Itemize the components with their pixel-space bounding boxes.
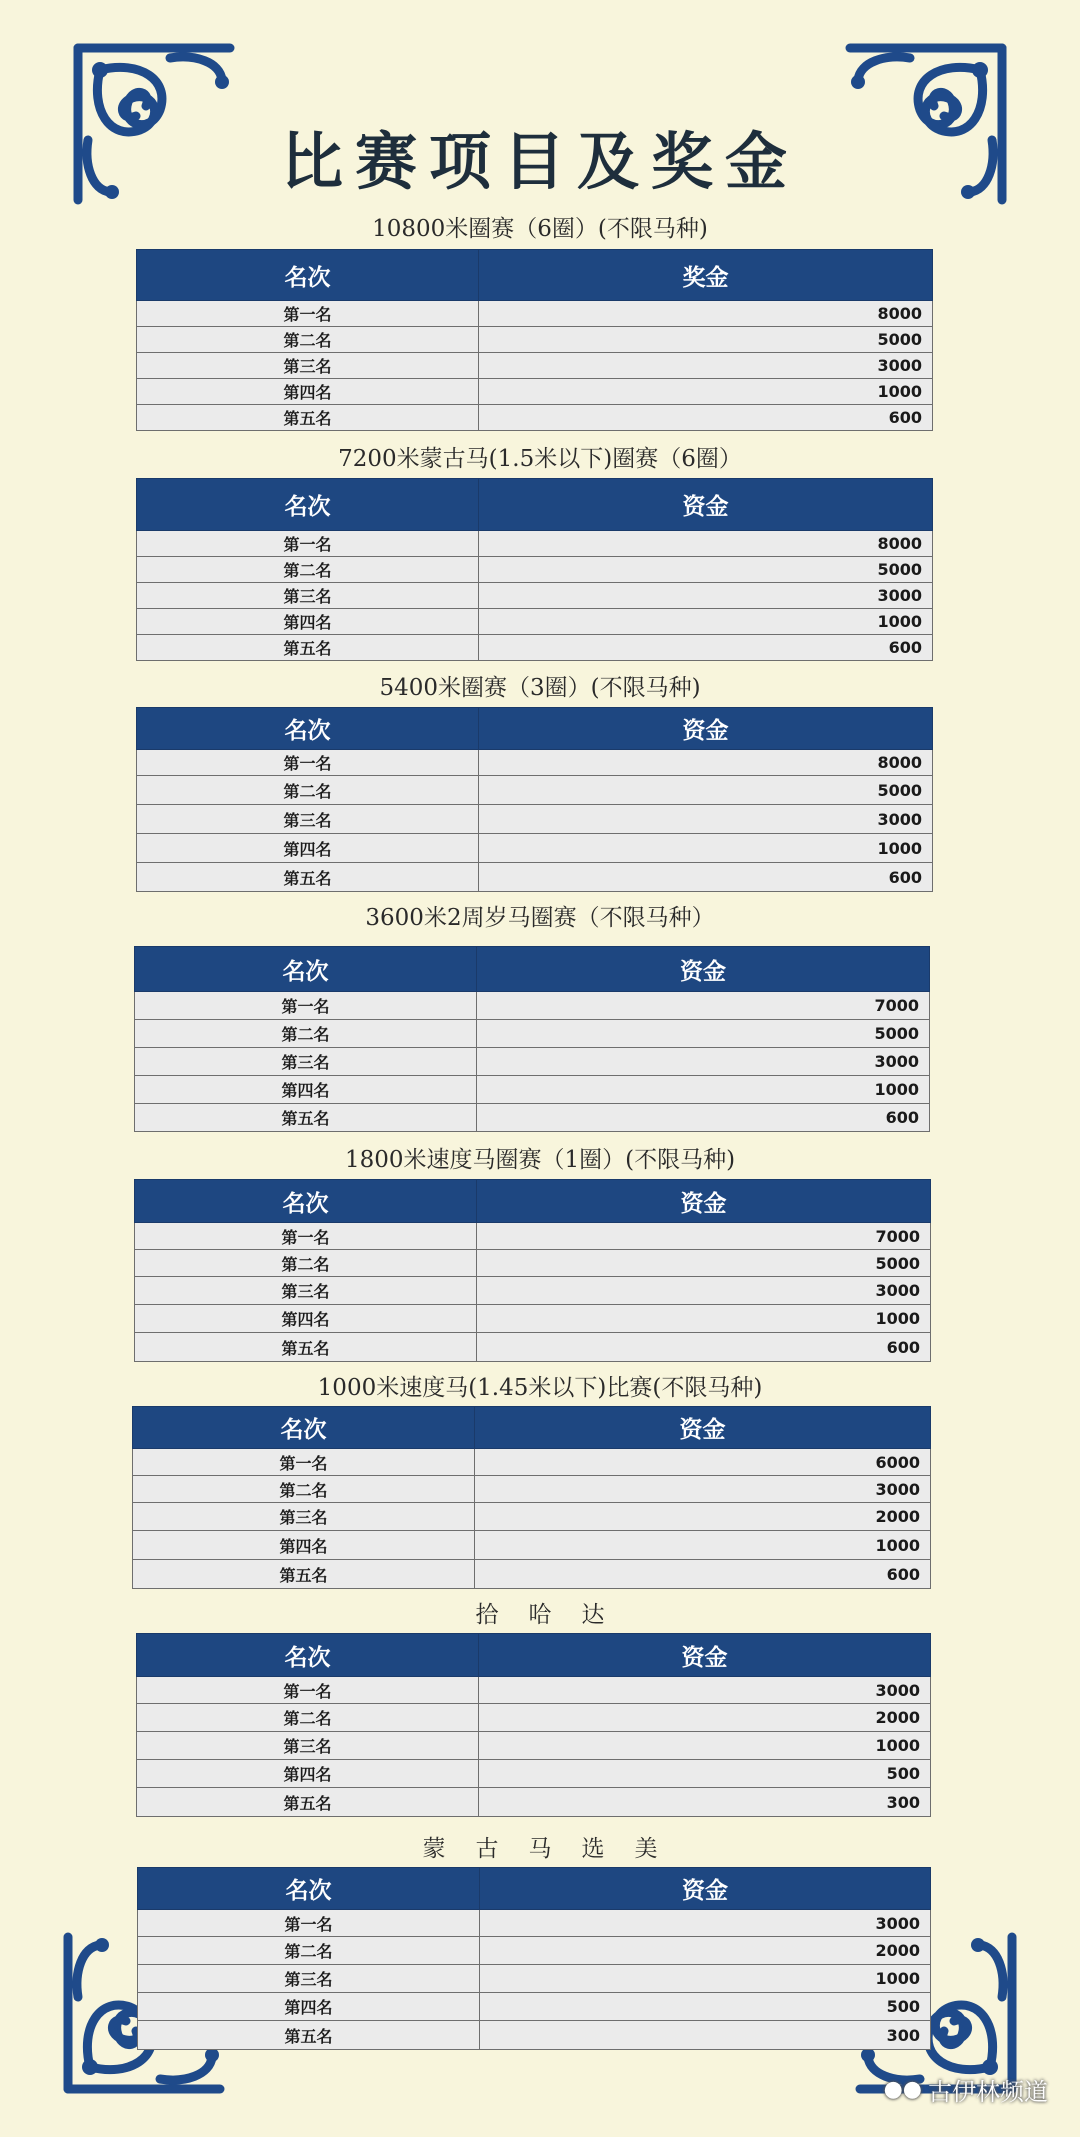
column-header-rank: 名次 [133,1407,475,1449]
table-row [137,531,933,557]
amount-cell: 1000 [477,1305,931,1333]
rank-cell: 第三名 [137,353,479,379]
rank-cell: 第二名 [137,1704,479,1732]
column-header-prize: 资金 [479,1634,931,1677]
table-row [137,1732,931,1760]
table-row [137,863,933,892]
rank-cell: 第一名 [133,1449,475,1476]
table-row [137,1677,931,1704]
amount-cell: 3000 [479,1677,931,1704]
rank-cell: 第一名 [137,301,479,327]
rank-cell: 第一名 [137,1677,479,1704]
rank-cell: 第五名 [137,635,479,661]
rank-cell: 第三名 [137,805,479,834]
column-header-prize: 资金 [479,479,933,531]
rank-cell: 第二名 [135,1020,477,1048]
table-row [137,805,933,834]
column-header-prize: 资金 [475,1407,931,1449]
rank-cell: 第四名 [133,1531,475,1560]
amount-cell: 2000 [479,1704,931,1732]
prize-table [137,1867,931,2050]
amount-cell: 1000 [479,379,933,405]
column-header-rank: 名次 [137,708,479,750]
amount-cell: 5000 [477,1250,931,1277]
table-row [137,834,933,863]
amount-cell: 3000 [479,353,933,379]
rank-cell: 第四名 [137,379,479,405]
amount-cell: 1000 [475,1531,931,1560]
amount-cell: 1000 [480,1965,931,1993]
table-row [133,1560,931,1589]
table-row [138,1993,931,2021]
table-row [137,1760,931,1788]
amount-cell: 600 [479,863,933,892]
rank-cell: 第五名 [137,1788,479,1817]
column-header-prize: 资金 [477,1180,931,1223]
prize-table [136,1633,931,1817]
table-row [137,379,933,405]
rank-cell: 第二名 [135,1250,477,1277]
table-row [137,1704,931,1732]
column-header-rank: 名次 [137,1634,479,1677]
channel-watermark [884,2072,1048,2107]
amount-cell: 600 [477,1333,931,1362]
amount-cell: 5000 [479,327,933,353]
rank-cell: 第四名 [137,834,479,863]
table-row [138,1937,931,1965]
amount-cell: 500 [479,1760,931,1788]
rank-cell: 第一名 [137,750,479,776]
event-title: 1000米速度马(1.45米以下)比赛(不限马种) [317,1375,763,1401]
table-row [135,1020,930,1048]
event-title: 7200米蒙古马(1.5米以下)圈赛（6圈） [338,446,742,472]
column-header-prize: 资金 [480,1868,931,1910]
rank-cell: 第二名 [137,327,479,353]
amount-cell: 300 [480,2021,931,2050]
amount-cell: 1000 [477,1076,930,1104]
rank-cell: 第五名 [138,2021,480,2050]
amount-cell: 5000 [479,776,933,805]
rank-cell: 第一名 [137,531,479,557]
rank-cell: 第二名 [137,557,479,583]
amount-cell: 5000 [477,1020,930,1048]
amount-cell: 3000 [479,583,933,609]
table-row [137,635,933,661]
amount-cell: 1000 [479,834,933,863]
rank-cell: 第三名 [135,1277,477,1305]
rank-cell: 第一名 [135,992,477,1020]
table-row [138,2021,931,2050]
event-title: 5400米圈赛（3圈）(不限马种) [379,675,701,701]
amount-cell: 8000 [479,531,933,557]
table-row [135,1333,931,1362]
amount-cell: 5000 [479,557,933,583]
prize-table [134,1179,931,1362]
table-row [137,776,933,805]
table-row [137,1788,931,1817]
rank-cell: 第四名 [138,1993,480,2021]
rank-cell: 第五名 [135,1333,477,1362]
event-title: 1800米速度马圈赛（1圈）(不限马种) [344,1147,736,1173]
table-row [138,1910,931,1937]
prize-table [136,707,933,892]
column-header-rank: 名次 [135,947,477,992]
rank-cell: 第五名 [135,1104,477,1132]
table-row [135,1250,931,1277]
table-row [135,1104,930,1132]
rank-cell: 第四名 [137,609,479,635]
table-row [137,609,933,635]
table-row [138,1965,931,1993]
table-row [137,327,933,353]
rank-cell: 第四名 [137,1760,479,1788]
watermark-text: 古伊林频道 [928,2078,1048,2106]
rank-cell: 第一名 [138,1910,480,1937]
rank-cell: 第四名 [135,1076,477,1104]
table-row [135,1277,931,1305]
amount-cell: 6000 [475,1449,931,1476]
amount-cell: 7000 [477,1223,931,1250]
rank-cell: 第二名 [137,776,479,805]
table-row [133,1476,931,1503]
column-header-prize: 奖金 [479,250,933,301]
amount-cell: 3000 [477,1277,931,1305]
prize-table [132,1406,931,1589]
rank-cell: 第三名 [138,1965,480,1993]
amount-cell: 8000 [479,750,933,776]
amount-cell: 1000 [479,1732,931,1760]
amount-cell: 500 [480,1993,931,2021]
column-header-prize: 资金 [477,947,930,992]
event-title: 10800米圈赛（6圈）(不限马种) [372,216,708,242]
rank-cell: 第四名 [135,1305,477,1333]
rank-cell: 第五名 [137,405,479,431]
table-row [137,405,933,431]
table-row [137,353,933,379]
rank-cell: 第二名 [138,1937,480,1965]
rank-cell: 第五名 [133,1560,475,1589]
column-header-prize: 资金 [479,708,933,750]
column-header-rank: 名次 [137,250,479,301]
prize-table [136,478,933,661]
rank-cell: 第二名 [133,1476,475,1503]
amount-cell: 1000 [479,609,933,635]
column-header-rank: 名次 [135,1180,477,1223]
table-row [133,1449,931,1476]
amount-cell: 2000 [475,1503,931,1531]
table-row [135,1305,931,1333]
column-header-rank: 名次 [137,479,479,531]
amount-cell: 7000 [477,992,930,1020]
event-title: 3600米2周岁马圈赛（不限马种） [365,905,715,931]
rank-cell: 第三名 [137,583,479,609]
amount-cell: 600 [479,635,933,661]
amount-cell: 3000 [477,1048,930,1076]
table-row [135,1076,930,1104]
amount-cell: 600 [477,1104,930,1132]
amount-cell: 600 [475,1560,931,1589]
table-row [137,750,933,776]
table-row [137,557,933,583]
amount-cell: 3000 [475,1476,931,1503]
rank-cell: 第三名 [135,1048,477,1076]
table-row [133,1531,931,1560]
amount-cell: 2000 [480,1937,931,1965]
prize-table [134,946,930,1132]
table-row [135,1223,931,1250]
table-row [137,583,933,609]
page-title: 比赛项目及奖金 [280,125,799,198]
column-header-rank: 名次 [138,1868,480,1910]
table-row [135,1048,930,1076]
amount-cell: 3000 [479,805,933,834]
table-row [133,1503,931,1531]
wechat-icon: ●● [883,2077,922,2102]
event-title: 蒙古马选美 [422,1836,688,1862]
table-row [137,301,933,327]
event-title: 拾哈达 [475,1602,635,1628]
rank-cell: 第一名 [135,1223,477,1250]
rank-cell: 第三名 [137,1732,479,1760]
amount-cell: 8000 [479,301,933,327]
table-row [135,992,930,1020]
amount-cell: 600 [479,405,933,431]
amount-cell: 300 [479,1788,931,1817]
rank-cell: 第三名 [133,1503,475,1531]
amount-cell: 3000 [480,1910,931,1937]
rank-cell: 第五名 [137,863,479,892]
prize-table [136,249,933,431]
